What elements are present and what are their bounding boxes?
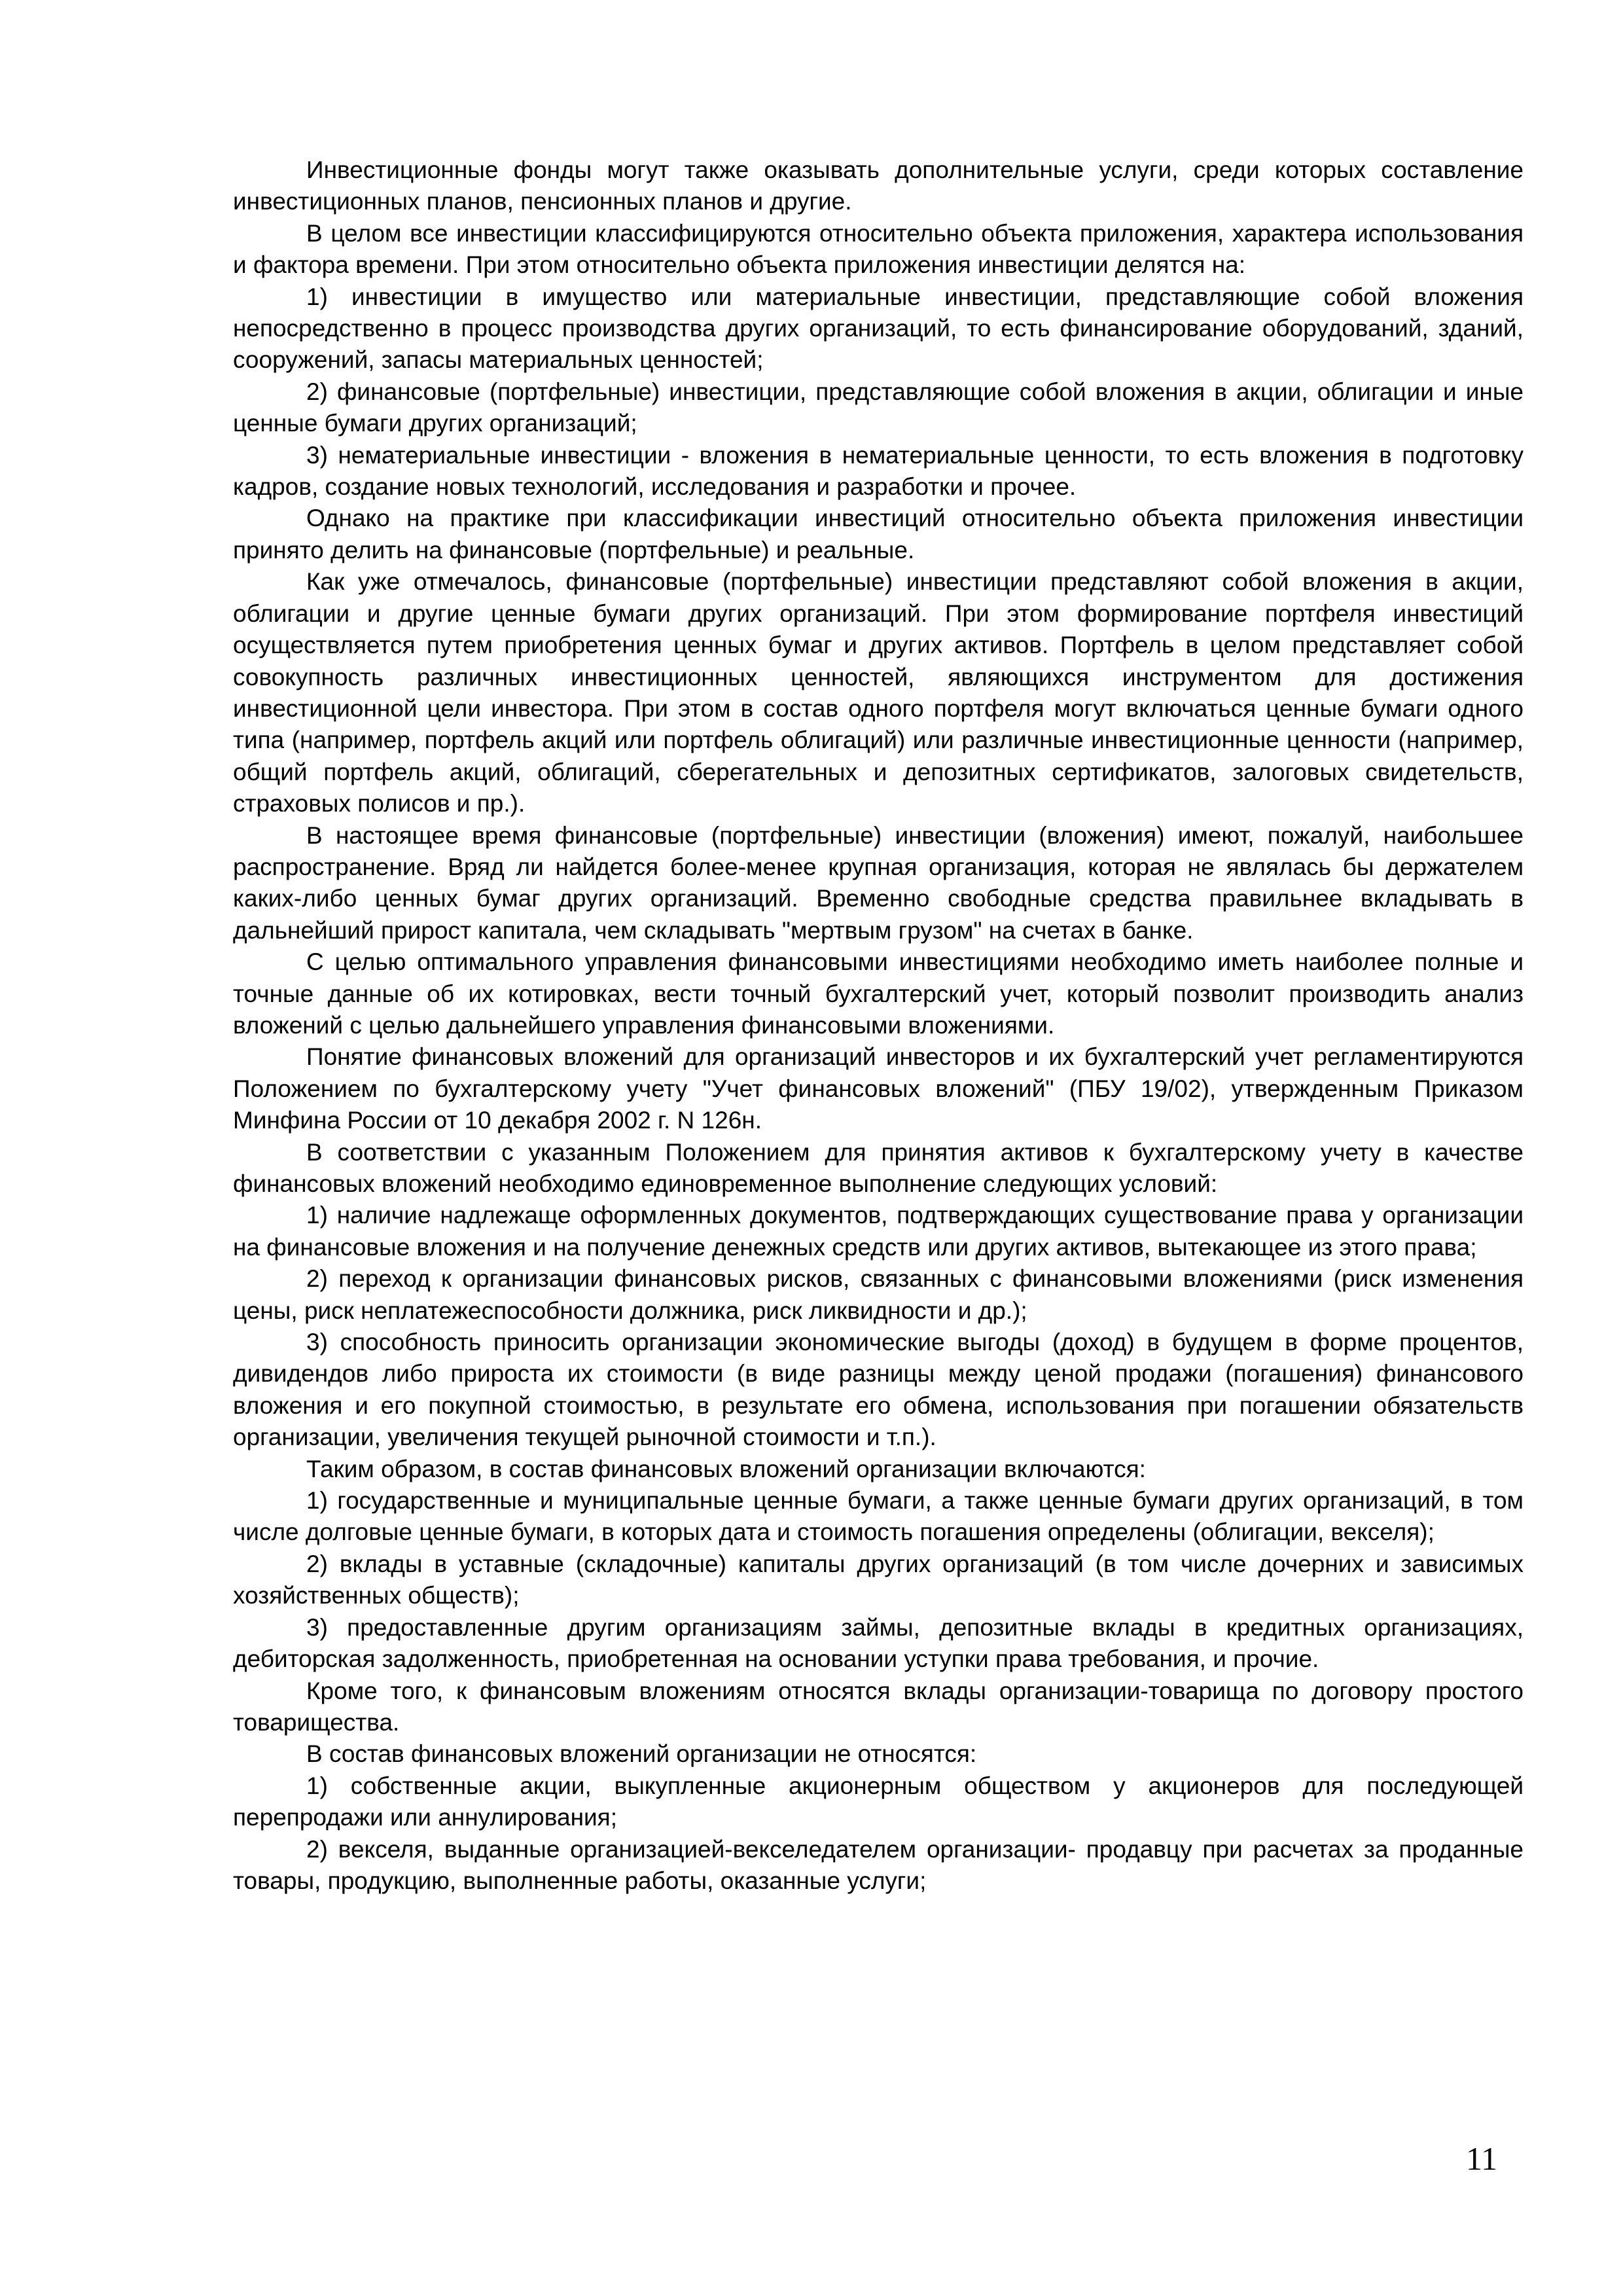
paragraph-3: 1) инвестиции в имущество или материальные инвестиции, представляющие собой вложения непосредственно в процесс производства других организаций, то есть финансирование оборудований, зданий, сооружений, запасы материальных ценностей; [233,283,1524,374]
paragraph-22: 2) векселя, выданные организацией-векселедателем организации- продавцу при расчетах за проданные товары, продукцию, выполненные работы, оказанные услуги; [233,1835,1524,1894]
paragraph-9: С целью оптимального управления финансовыми инвестициями необходимо иметь наиболее полные и точные данные об их котировках, вести точный бухгалтерский учет, который позволит производить анализ вложений с целью дальнейшего управления финансовыми вложениями. [233,948,1524,1039]
paragraph-16: 1) государственные и муниципальные ценные бумаги, а также ценные бумаги других организаций, в том числе долговые ценные бумаги, в которых дата и стоимость погашения определены (облигации, векселя); [233,1487,1524,1546]
paragraph-10: Понятие финансовых вложений для организаций инвесторов и их бухгалтерский учет регламентируются Положением по бухгалтерскому учету "Учет финансовых вложений" (ПБУ 19/02), утвержденным Приказом Минфина России от 10 декабря 2002 г. N 126н. [233,1043,1524,1134]
paragraph-14: 3) способность приносить организации экономические выгоды (доход) в будущем в форме процентов, дивидендов либо прироста их стоимости (в виде разницы между ценой продажи (погашения) финансового вложения и его покупной стоимостью, в результате его обмена, использования при погашении обязательств организации, увеличения текущей рыночной стоимости и т.п.). [233,1329,1524,1451]
paragraph-12: 1) наличие надлежаще оформленных документов, подтверждающих существование права у организации на финансовые вложения и на получение денежных средств или других активов, вытекающее из этого права; [233,1202,1524,1261]
paragraph-8: В настоящее время финансовые (портфельные) инвестиции (вложения) имеют, пожалуй, наибольшее распространение. Вряд ли найдется более-менее крупная организация, которая не являлась бы держателем каких-либо ценных бумаг других организаций. Временно свободные средства правильнее вкладывать в дальнейший прирост капитала, чем складывать "мертвым грузом" на счетах в банке. [233,821,1524,944]
body-text [233,154,1524,1897]
paragraph-13: 2) переход к организации финансовых рисков, связанных с финансовыми вложениями (риск изменения цены, риск неплатежеспособности должника, риск ликвидности и др.); [233,1265,1524,1324]
paragraph-7: Как уже отмечалось, финансовые (портфельные) инвестиции представляют собой вложения в акции, облигации и другие ценные бумаги других организаций. При этом формирование портфеля инвестиций осуществляется путем приобретения ценных бумаг и других активов. Портфель в целом представляет собой совокупность различных инвестиционных ценностей, являющихся инструментом для достижения инвестиционной цели инвестора. При этом в состав одного портфеля могут включаться ценные бумаги одного типа (например, портфель акций или портфель облигаций) или различные инвестиционные ценности (например, общий портфель акций, облигаций, сберегательных и депозитных сертификатов, залоговых свидетельств, страховых полисов и пр.). [233,568,1524,817]
paragraph-17: 2) вклады в уставные (складочные) капиталы других организаций (в том числе дочерних и зависимых хозяйственных обществ); [233,1550,1524,1609]
paragraph-20: В состав финансовых вложений организации не относятся: [306,1740,977,1768]
paragraph-19: Кроме того, к финансовым вложениям относятся вклады организации-товарища по договору простого товарищества. [233,1677,1524,1736]
paragraph-5: 3) нематериальные инвестиции - вложения в нематериальные ценности, то есть вложения в подготовку кадров, создание новых технологий, исследования и разработки и прочее. [233,441,1524,501]
page-number: 11 [1466,2140,1498,2177]
paragraph-4: 2) финансовые (портфельные) инвестиции, представляющие собой вложения в акции, облигации и иные ценные бумаги других организаций; [233,378,1524,437]
paragraph-15: Таким образом, в состав финансовых вложений организации включаются: [306,1455,1146,1482]
paragraph-6: Однако на практике при классификации инвестиций относительно объекта приложения инвестиции принято делить на финансовые (портфельные) и реальные. [233,505,1524,564]
paragraph-21: 1) собственные акции, выкупленные акционерным обществом у акционеров для последующей перепродажи или аннулирования; [233,1772,1524,1831]
paragraph-18: 3) предоставленные другим организациям займы, депозитные вклады в кредитных организациях, дебиторская задолженность, приобретенная на основании уступки права требования, и прочие. [233,1613,1524,1673]
paragraph-2: В целом все инвестиции классифицируются относительно объекта приложения, характера использования и фактора времени. При этом относительно объекта приложения инвестиции делятся на: [233,219,1524,279]
paragraph-1: Инвестиционные фонды могут также оказывать дополнительные услуги, среди которых составление инвестиционных планов, пенсионных планов и другие. [233,156,1524,215]
paragraph-11: В соответствии с указанным Положением для принятия активов к бухгалтерскому учету в качестве финансовых вложений необходимо единовременное выполнение следующих условий: [233,1138,1524,1197]
